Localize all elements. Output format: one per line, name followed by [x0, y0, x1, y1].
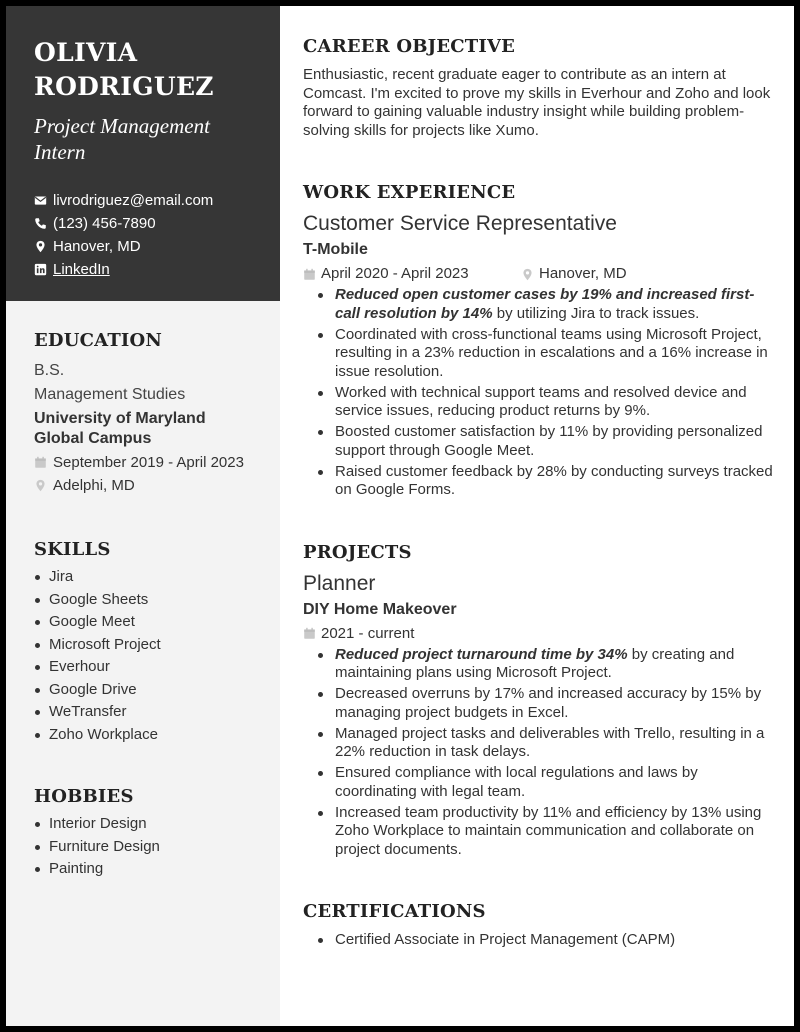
calendar-icon — [303, 627, 316, 640]
map-pin-icon — [34, 479, 47, 492]
skills-title: SKILLS — [34, 539, 111, 560]
list-item: Painting — [34, 858, 260, 881]
project-bullets — [303, 646, 773, 860]
sidebar — [6, 6, 280, 1026]
education-major: Management Studies — [34, 386, 186, 403]
hobbies-title: HOBBIES — [34, 786, 134, 807]
education-section — [6, 330, 280, 497]
list-item: Microsoft Project — [34, 634, 260, 657]
project-name: DIY Home Makeover — [303, 600, 457, 618]
linkedin-link[interactable]: LinkedIn — [53, 261, 110, 278]
project-dates: 2021 - current — [321, 624, 415, 642]
certifications-title: CERTIFICATIONS — [303, 901, 486, 922]
list-item: Decreased overruns by 17% and increased accuracy by 15% by managing project budgets in Excel. — [303, 685, 773, 722]
main-content — [303, 6, 773, 952]
job-location: Hanover, MD — [539, 265, 627, 282]
phone-icon — [34, 217, 47, 230]
job-meta — [303, 264, 773, 284]
candidate-name: OLIVIA RODRIGUEZ — [34, 38, 214, 101]
experience-bullets — [303, 286, 773, 500]
education-title: EDUCATION — [34, 330, 163, 351]
map-pin-icon — [34, 240, 47, 253]
contact-phone[interactable]: (123) 456-7890 — [34, 212, 260, 235]
list-item: Everhour — [34, 656, 260, 679]
projects-section — [303, 542, 773, 860]
hobbies-list — [34, 813, 260, 881]
list-item: Ensured compliance with local regulations and laws by coordinating with legal team. — [303, 764, 773, 801]
header-block — [6, 6, 280, 301]
list-item: Worked with technical support teams and resolved device and service issues, reducing product returns by 9%. — [303, 384, 773, 421]
list-item: Google Drive — [34, 679, 260, 702]
resume-page — [6, 6, 794, 1026]
list-item: Jira — [34, 566, 260, 589]
calendar-icon — [303, 268, 316, 281]
list-item: WeTransfer — [34, 701, 260, 724]
project-meta — [303, 624, 773, 644]
objective-text: Enthusiastic, recent graduate eager to contribute as an intern at Comcast. I'm excited to prove my skills in Everhour and Zoho and look forward to gaining valuable industry insight while building problem-solving skills for projects like Xumo. — [303, 66, 771, 139]
list-item: Increased team productivity by 11% and efficiency by 13% using Zoho Workplace to maintain communication and collaborate on project documents. — [303, 804, 773, 860]
experience-title: WORK EXPERIENCE — [303, 182, 516, 203]
contact-email[interactable]: livrodriguez@email.com — [34, 189, 260, 212]
list-item: Coordinated with cross-functional teams using Microsoft Project, resulting in a 23% reduction in escalations and a 16% increase in issue resolution. — [303, 326, 773, 382]
list-item: Zoho Workplace — [34, 724, 260, 747]
job-dates: April 2020 - April 2023 — [321, 265, 469, 282]
list-item: Furniture Design — [34, 836, 260, 859]
job-title: Customer Service Representative — [303, 212, 617, 235]
map-pin-icon — [521, 268, 534, 281]
objective-title: CAREER OBJECTIVE — [303, 36, 516, 57]
list-item: Raised customer feedback by 28% by conducting surveys tracked on Google Forms. — [303, 463, 773, 500]
skills-section — [6, 539, 280, 746]
contact-block — [34, 189, 260, 281]
certifications-list — [303, 931, 773, 950]
list-item: Reduced project turnaround time by 34% by creating and maintaining plans using Microsoft Project. — [303, 646, 773, 683]
linkedin-icon — [34, 263, 47, 276]
skills-list — [34, 566, 260, 746]
list-item: Certified Associate in Project Management (CAPM) — [303, 931, 773, 950]
company-name: T-Mobile — [303, 241, 368, 258]
hobbies-section — [6, 786, 280, 881]
list-item: Interior Design — [34, 813, 260, 836]
list-item: Reduced open customer cases by 19% and increased first-call resolution by 14% by utilizing Jira to track issues. — [303, 286, 773, 323]
objective-section — [303, 36, 773, 140]
education-degree: B.S. — [34, 362, 65, 379]
contact-location: Hanover, MD — [34, 235, 260, 258]
experience-section — [303, 182, 773, 500]
education-location: Adelphi, MD — [34, 474, 260, 497]
projects-title: PROJECTS — [303, 541, 412, 563]
envelope-icon — [34, 194, 47, 207]
list-item: Google Meet — [34, 611, 260, 634]
project-title: Planner — [303, 571, 376, 595]
list-item: Boosted customer satisfaction by 11% by providing personalized support through Google Meet. — [303, 423, 773, 460]
list-item: Google Sheets — [34, 589, 260, 612]
candidate-role: Project Management Intern — [34, 114, 210, 164]
education-dates: September 2019 - April 2023 — [34, 451, 260, 474]
contact-linkedin[interactable] — [34, 258, 260, 281]
list-item: Managed project tasks and deliverables with Trello, resulting in a 22% reduction in task delays. — [303, 725, 773, 762]
calendar-icon — [34, 456, 47, 469]
certifications-section — [303, 901, 773, 950]
education-school: University of Maryland Global Campus — [34, 410, 206, 447]
